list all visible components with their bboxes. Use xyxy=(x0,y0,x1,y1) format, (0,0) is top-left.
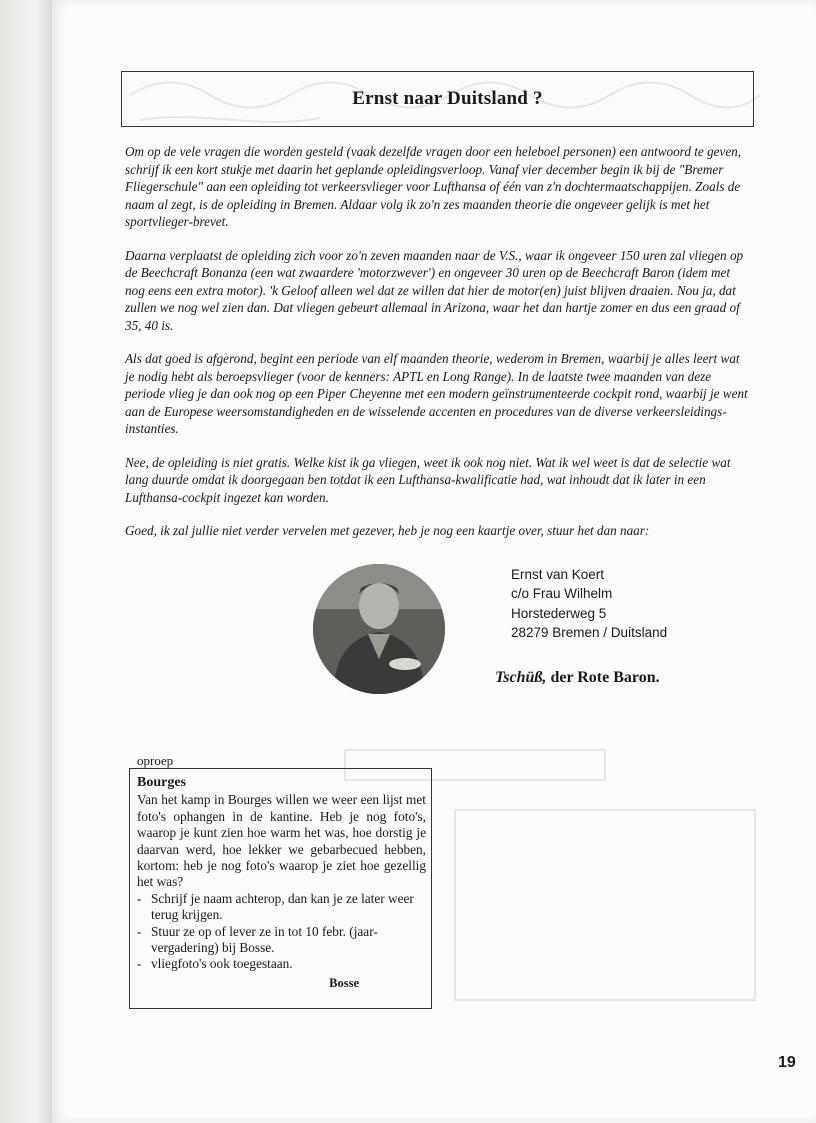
notice-title: Bourges xyxy=(137,775,186,790)
notice-label: oproep xyxy=(137,753,174,768)
list-item-text: vliegfoto's ook toegestaan. xyxy=(151,956,293,972)
signoff-greeting: Tschüß, xyxy=(495,669,547,686)
notice-text: Van het kamp in Bourges willen we weer een lijst met foto's ophangen in de kantine. Heb je nog foto's, waarop je kunt zien hoe warm het was, hoe dorstig je daarvan werd, hoe lekker we gebarbecued hebben, kortom: heb je nog foto's waarop je ziet hoe gezellig het was? xyxy=(137,792,426,890)
list-item-text: Schrijf je naam achterop, dan kan je ze later weer terug krijgen. xyxy=(151,890,414,923)
page-number: 19 xyxy=(778,1054,796,1071)
article-paragraph: Goed, ik zal jullie niet verder vervelen met gezever, heb je nog een kaartje over, stuur het dan naar: xyxy=(125,523,650,538)
page-binding xyxy=(0,0,52,1123)
address-line: Horstederweg 5 xyxy=(511,605,607,621)
notice-box xyxy=(129,768,432,1009)
article-paragraph: Daarna verplaatst de opleiding zich voor zo'n zeven maanden naar de V.S., waar ik ongeveer 150 uren zal vliegen op de Beechcraft Bonanza (een wat zwaardere 'motorzwever') en ongeveer 30 uren op de Beechcraft Baron (idem met nog eens een extra motor). 'k Geloof alleen wel dat ze willen dat hier de motor(en) juist blijven draaien. Nou ja, dat zullen we nog wel zien dan. Dat vliegen gebeurt allemaal in Arizona, waar het dan hartje zomer en dus een graad of 35, 40 is. xyxy=(125,247,744,333)
address-line: 28279 Bremen / Duitsland xyxy=(511,624,668,640)
article-title-box xyxy=(121,71,754,127)
notice-list xyxy=(137,891,426,973)
address-line: c/o Frau Wilhelm xyxy=(511,586,613,602)
address-line: Ernst van Koert xyxy=(511,567,605,582)
article-body xyxy=(125,143,750,556)
list-item: - Schrijf je naam achterop, dan kan je ze later weer terug krijgen. xyxy=(137,890,414,923)
article-paragraph: Om op de vele vragen die worden gesteld (vaak dezelfde vragen door een heleboel personen) een antwoord te geven, schrijf ik een kort stukje met daarin het geplande opleidingsverloop. Vanaf vier december begin ik bij de "Bremer Fliegerschule" aan een opleiding tot verkeersvlieger voor Lufthansa of één van z'n dochtermaatschappijen. Zoals de naam al zegt, is de opleiding in Bremen. Aldaar volg ik zo'n zes maanden theorie die ongeveer gelijk is met het sportvlieger-brevet. xyxy=(125,144,742,229)
article-signoff xyxy=(495,669,660,687)
mailing-address xyxy=(511,565,667,642)
list-item: - vliegfoto's ook toegestaan. xyxy=(137,956,293,972)
author-photo xyxy=(313,564,445,694)
article-title: Ernst naar Duitsland ? xyxy=(352,88,543,109)
list-item: - Stuur ze op of lever ze in tot 10 febr. (jaar-vergadering) bij Bosse. xyxy=(137,923,378,956)
article-paragraph: Nee, de opleiding is niet gratis. Welke kist ik ga vliegen, weet ik ook nog niet. Wat ik wel weet is dat de selectie wat lang duurde omdat ik doorgegaan ben totdat ik een Lufthansa-kwalificatie had, wat inhoudt dat ik later in een Lufthansa-cockpit ingezet kan worden. xyxy=(125,454,731,505)
list-item-text: Stuur ze op of lever ze in tot 10 febr. (jaar-vergadering) bij Bosse. xyxy=(151,923,378,956)
signoff-name: der Rote Baron. xyxy=(550,669,660,686)
notice-signature: Bosse xyxy=(329,975,359,990)
article-paragraph: Als dat goed is afgerond, begint een periode van elf maanden theorie, wederom in Bremen, waarbij je alles leert wat je nodig hebt als beroepsvlieger (voor de kenners: APTL en Long Range). In de laatste twee maanden van deze periode vlieg je dan ook nog op een Piper Cheyenne met een modern geïnstrumenteerde cockpit rond, waarbij je went aan de Europese weersomstandigheden en de wisselende accenten en procedures van de diverse verkeersleidings-instanties. xyxy=(125,351,748,436)
